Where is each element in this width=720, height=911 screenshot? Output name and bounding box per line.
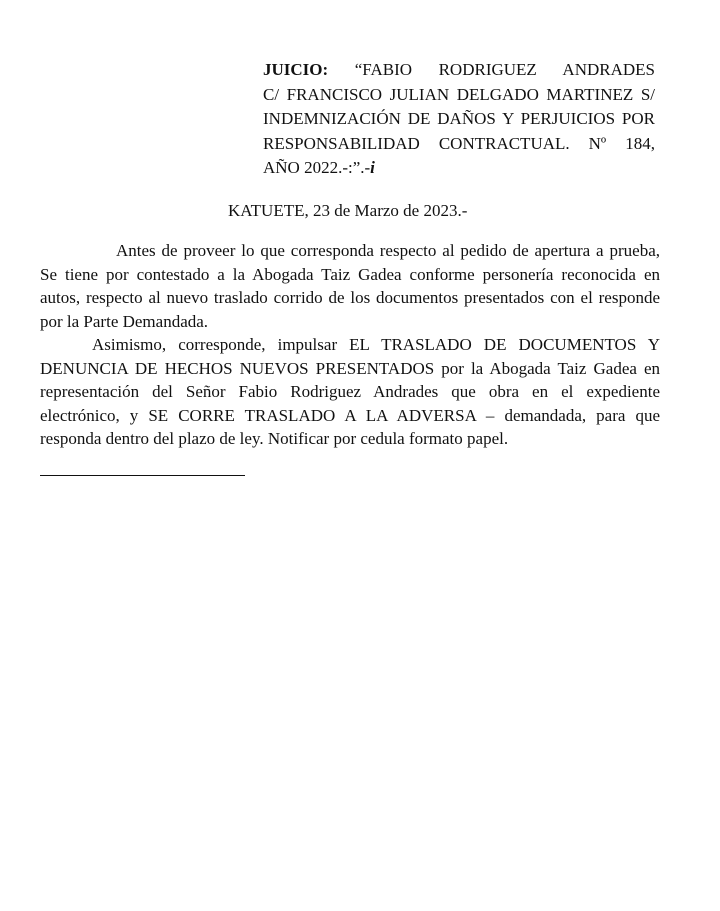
case-heading-line-2: C/ FRANCISCO JULIAN DELGADO MARTINEZ S/ [263,84,655,104]
case-heading-text-1: “FABIO RODRIGUEZ ANDRADES [354,60,655,79]
paragraph-1-line-2: Se tiene por contestado a la Abogada Taiz Gadea conforme personería reconocida en [40,264,660,284]
paragraph-2-line-4: electrónico, y SE CORRE TRASLADO A LA ADVERSA – demandada, para que [40,405,660,425]
case-heading-trailing-mark: i [370,158,375,177]
paragraph-2-line-3: representación del Señor Fabio Rodriguez Andrades que obra en el expediente [40,382,660,401]
case-heading-line-1 [263,58,655,83]
case-heading-line-5 [263,156,655,181]
document-body [40,239,660,451]
case-heading-text-5: AÑO 2022.-:”.- [263,158,371,177]
paragraph-2-line-1: Asimismo, corresponde, impulsar EL TRASLADO DE DOCUMENTOS Y [92,335,660,354]
paragraph-1-line-4: por la Parte Demandada. [40,311,209,331]
paragraph-2-line-2: DENUNCIA DE HECHOS NUEVOS PRESENTADOS por la Abogada Taiz Gadea en [40,358,660,378]
signature-line [40,475,245,476]
document-date: KATUETE, 23 de Marzo de 2023.- [228,201,468,220]
case-heading [263,58,655,181]
case-heading-line-3: INDEMNIZACIÓN DE DAÑOS Y PERJUICIOS POR [263,109,655,128]
case-heading-line-4: RESPONSABILIDAD CONTRACTUAL. Nº 184, [263,133,655,153]
case-label: JUICIO: [263,60,329,79]
paragraph-1-line-3: autos, respecto al nuevo traslado corrido de los documentos presentados con el responde [40,288,660,307]
paragraph-1-line-1: Antes de proveer lo que corresponda respecto al pedido de apertura a prueba, [116,241,660,260]
paragraph-2-line-5: responda dentro del plazo de ley. Notificar por cedula formato papel. [40,429,509,448]
